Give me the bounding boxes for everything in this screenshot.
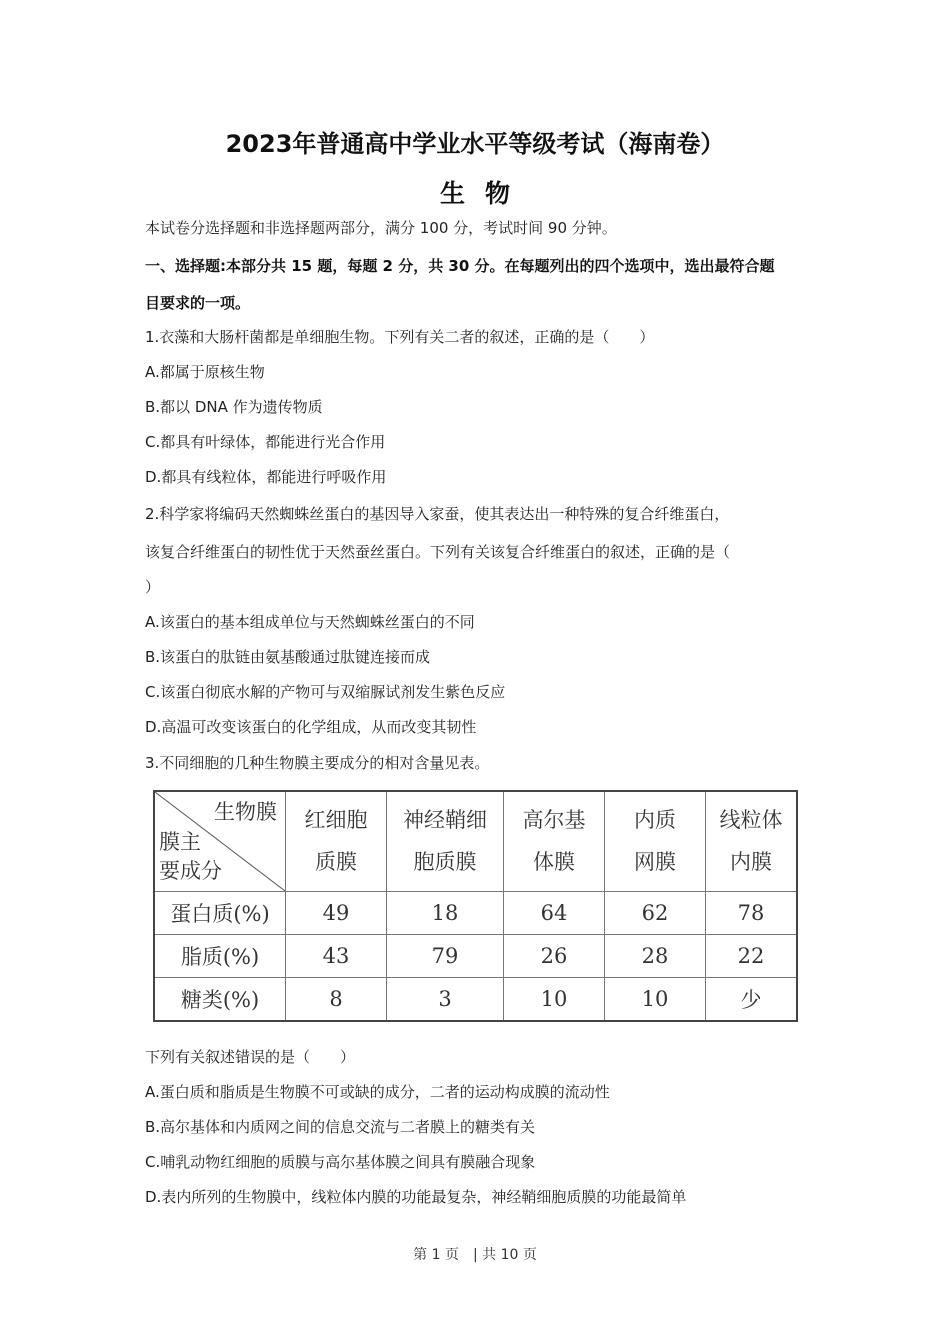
question-1-option-a: A.都属于原核生物 bbox=[145, 363, 265, 381]
column-header bbox=[504, 791, 605, 891]
table-corner-cell bbox=[154, 791, 286, 891]
question-1-option-d: D.都具有线粒体，都能进行呼吸作用 bbox=[145, 468, 387, 486]
table-cell: 78 bbox=[706, 891, 798, 934]
question-1-option-c: C.都具有叶绿体，都能进行光合作用 bbox=[145, 433, 386, 451]
question-2-option-d: D.高温可改变该蛋白的化学组成，从而改变其韧性 bbox=[145, 718, 477, 736]
row-label: 蛋白质(%) bbox=[154, 891, 286, 934]
question-2-option-c: C.该蛋白彻底水解的产物可与双缩脲试剂发生紫色反应 bbox=[145, 683, 506, 701]
exam-title: 2023年普通高中学业水平等级考试（海南卷） bbox=[225, 130, 725, 158]
column-header-line2: 质膜 bbox=[315, 850, 357, 875]
table-header-row bbox=[154, 791, 797, 891]
column-header bbox=[605, 791, 706, 891]
table-cell: 8 bbox=[286, 978, 387, 1021]
corner-bottom-line2: 要成分 bbox=[159, 859, 222, 883]
table-cell: 3 bbox=[387, 978, 504, 1021]
question-3-option-b: B.高尔基体和内质网之间的信息交流与二者膜上的糖类有关 bbox=[145, 1118, 536, 1136]
section-heading-line2: 目要求的一项。 bbox=[145, 294, 251, 312]
question-3-option-d: D.表内所列的生物膜中，线粒体内膜的功能最复杂，神经鞘细胞质膜的功能最简单 bbox=[145, 1188, 687, 1206]
question-1-stem: 1.衣藻和大肠杆菌都是单细胞生物。下列有关二者的叙述，正确的是（ ） bbox=[145, 328, 655, 346]
table-cell: 28 bbox=[605, 935, 706, 978]
table-row-lipid bbox=[154, 935, 797, 978]
column-header-line2: 内膜 bbox=[730, 850, 772, 875]
column-header-line2: 胞质膜 bbox=[413, 850, 477, 875]
table-row-protein bbox=[154, 891, 797, 934]
question-3-prompt: 下列有关叙述错误的是（ ） bbox=[145, 1048, 356, 1066]
section-heading-line1: 一、选择题:本部分共 15 题，每题 2 分，共 30 分。在每题列出的四个选项中，选出最符合题 bbox=[145, 257, 775, 275]
exam-subject: 生物 bbox=[439, 179, 530, 208]
column-header-line1: 红细胞 bbox=[304, 808, 368, 833]
question-2-stem-line1: 2.科学家将编码天然蜘蛛丝蛋白的基因导入家蚕，使其表达出一种特殊的复合纤维蛋白， bbox=[145, 505, 730, 523]
row-label: 脂质(%) bbox=[154, 935, 286, 978]
table-cell: 10 bbox=[605, 978, 706, 1021]
table-cell: 43 bbox=[286, 935, 387, 978]
column-header-line1: 高尔基 bbox=[522, 808, 586, 833]
column-header-line2: 网膜 bbox=[634, 850, 676, 875]
column-header bbox=[387, 791, 504, 891]
exam-intro: 本试卷分选择题和非选择题两部分，满分 100 分，考试时间 90 分钟。 bbox=[145, 219, 617, 237]
column-header bbox=[706, 791, 798, 891]
table-cell: 26 bbox=[504, 935, 605, 978]
column-header-line1: 神经鞘细 bbox=[403, 808, 487, 833]
table-cell: 18 bbox=[387, 891, 504, 934]
page-number-footer: 第 1 页 | 共 10 页 bbox=[413, 1247, 537, 1263]
table-cell: 64 bbox=[504, 891, 605, 934]
column-header bbox=[286, 791, 387, 891]
corner-bottom-line1: 膜主 bbox=[159, 830, 201, 854]
table-cell: 62 bbox=[605, 891, 706, 934]
table-cell: 49 bbox=[286, 891, 387, 934]
question-2-stem-line3: ） bbox=[145, 578, 161, 596]
membrane-composition-table bbox=[153, 790, 798, 1022]
column-header-line1: 线粒体 bbox=[719, 808, 783, 833]
question-2-option-a: A.该蛋白的基本组成单位与天然蜘蛛丝蛋白的不同 bbox=[145, 613, 475, 631]
question-3-option-c: C.哺乳动物红细胞的质膜与高尔基体膜之间具有膜融合现象 bbox=[145, 1153, 536, 1171]
question-2-option-b: B.该蛋白的肽链由氨基酸通过肽键连接而成 bbox=[145, 648, 431, 666]
column-header-line2: 体膜 bbox=[533, 850, 575, 875]
question-3-option-a: A.蛋白质和脂质是生物膜不可或缺的成分，二者的运动构成膜的流动性 bbox=[145, 1083, 610, 1101]
corner-top-label: 生物膜 bbox=[214, 800, 277, 824]
column-header-line1: 内质 bbox=[634, 808, 676, 833]
table-cell: 10 bbox=[504, 978, 605, 1021]
row-label: 糖类(%) bbox=[154, 978, 286, 1021]
table-cell: 79 bbox=[387, 935, 504, 978]
question-3-stem: 3.不同细胞的几种生物膜主要成分的相对含量见表。 bbox=[145, 754, 490, 772]
question-2-stem-line2: 该复合纤维蛋白的韧性优于天然蚕丝蛋白。下列有关该复合纤维蛋白的叙述，正确的是（ bbox=[145, 543, 731, 561]
table-cell: 少 bbox=[706, 978, 798, 1021]
corner-bottom-label bbox=[159, 828, 222, 886]
table-row-carbohydrate bbox=[154, 978, 797, 1021]
table-cell: 22 bbox=[706, 935, 798, 978]
question-1-option-b: B.都以 DNA 作为遗传物质 bbox=[145, 398, 323, 416]
